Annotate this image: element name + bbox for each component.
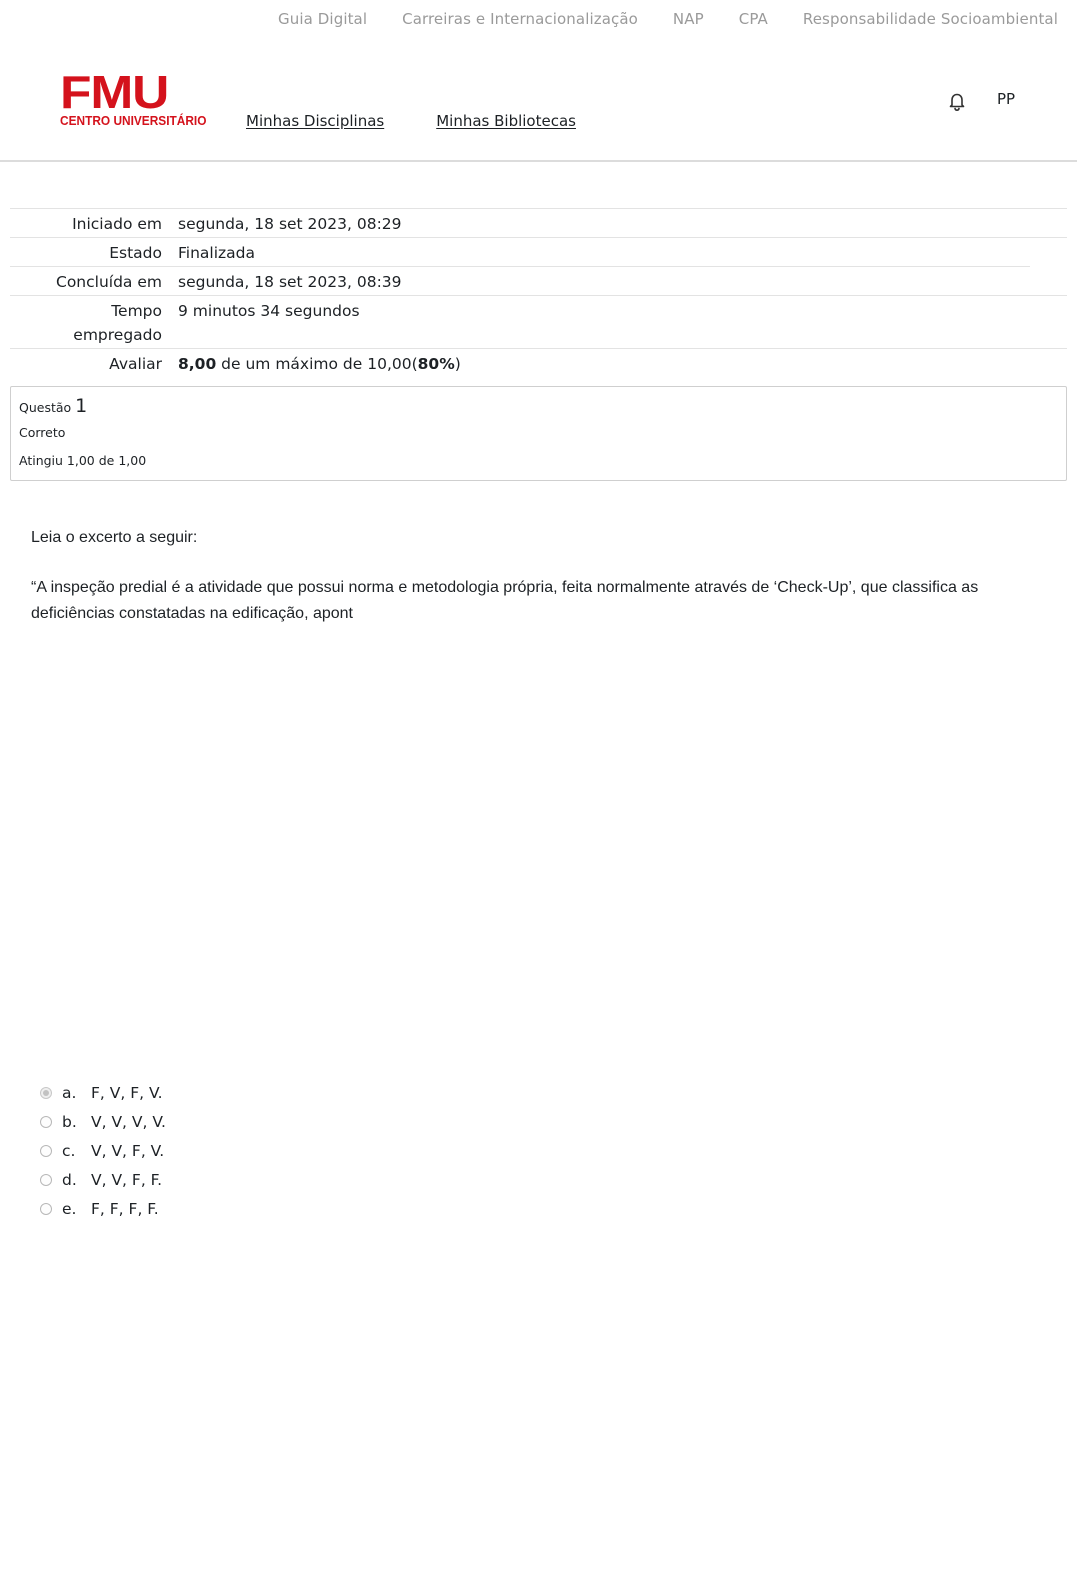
radio-button[interactable] [40,1145,52,1157]
summary-row-completed [10,267,1067,296]
answer-text: V, V, F, F. [91,1170,163,1189]
answer-letter: a. [62,1083,77,1102]
grade-text: de um máximo de 10,00( [216,355,418,373]
question-excerpt: “A inspeção predial é a atividade que possui norma e metodologia própria, feita normalmente através de ‘Check-Up’, que classifica as deficiências constatadas na edificação, apont [31,579,979,622]
grade-close: ) [454,355,461,373]
answer-option-c[interactable] [40,1136,166,1165]
summary-label: Avaliar [109,355,162,373]
answer-text: V, V, F, V. [91,1141,165,1160]
summary-row-time [10,296,1067,349]
summary-value: Finalizada [178,244,256,262]
answer-option-e[interactable] [40,1194,166,1223]
main-nav [246,112,576,130]
summary-value [178,352,461,376]
question-mark: Atingiu 1,00 de 1,00 [19,453,147,468]
radio-button[interactable] [40,1174,52,1186]
summary-value: segunda, 18 set 2023, 08:39 [178,273,402,291]
answer-text: F, F, F, F. [91,1199,159,1218]
question-intro: Leia o excerto a seguir: [31,529,198,546]
question-state: Correto [19,425,66,440]
answer-letter: d. [62,1170,77,1189]
summary-value: segunda, 18 set 2023, 08:29 [178,215,402,233]
toplink-guia-digital[interactable]: Guia Digital [278,10,368,28]
toplink-nap[interactable]: NAP [672,10,704,28]
answer-text: F, V, F, V. [91,1083,163,1102]
summary-label: Concluída em [56,273,162,291]
question-label: Questão [19,400,76,415]
radio-button[interactable] [40,1203,52,1215]
toplink-carreiras[interactable]: Carreiras e Internacionalização [402,10,638,28]
answer-letter: c. [62,1141,76,1160]
summary-label [10,299,178,347]
question-title [19,395,87,417]
summary-value: 9 minutos 34 segundos [178,302,360,320]
question-text [31,525,1021,651]
grade-score: 8,00 [178,355,217,373]
answer-text: V, V, V, V. [91,1112,166,1131]
radio-button[interactable] [40,1116,52,1128]
logo-wordmark: FMU [60,66,169,118]
site-header [0,40,1077,162]
answer-letter: e. [62,1199,77,1218]
radio-button-selected[interactable] [40,1087,52,1099]
grade-percent: 80% [417,355,455,373]
question-number: 1 [75,395,88,417]
nav-minhas-bibliotecas[interactable]: Minhas Bibliotecas [436,112,576,130]
answer-option-a[interactable] [40,1078,166,1107]
summary-label: Estado [109,244,162,262]
answer-options [40,1078,166,1223]
logo-subtitle: CENTRO UNIVERSITÁRIO [60,114,207,128]
toplink-responsabilidade[interactable]: Responsabilidade Socioambiental [802,10,1058,28]
summary-label-line2: empregado [73,326,162,344]
question-info-box [10,386,1067,481]
toplink-cpa[interactable]: CPA [738,10,768,28]
answer-option-d[interactable] [40,1165,166,1194]
top-links-bar [278,10,1058,28]
attempt-summary-table [10,208,1067,377]
summary-row-grade [10,349,1067,377]
bell-icon[interactable] [946,90,968,112]
summary-label-line1: Tempo [111,302,162,320]
summary-row-started [10,209,1067,238]
nav-minhas-disciplinas[interactable]: Minhas Disciplinas [246,112,385,130]
summary-row-state [10,238,1030,267]
fmu-logo[interactable] [60,66,207,131]
user-menu-initials[interactable]: PP [997,90,1016,108]
answer-letter: b. [62,1112,77,1131]
summary-label: Iniciado em [72,215,162,233]
answer-option-b[interactable] [40,1107,166,1136]
